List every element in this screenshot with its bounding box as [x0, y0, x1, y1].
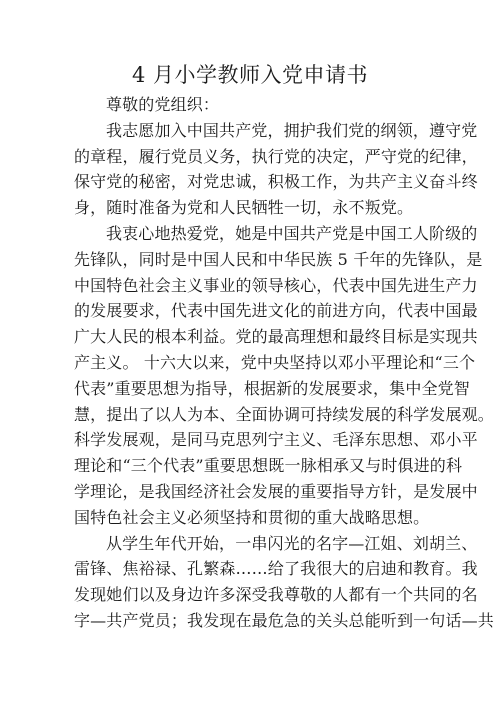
body-line: 代表”重要思想为指导，根据新的发展要求，集中全党智 [74, 378, 470, 398]
document-title: 4 月小学教师入党申请书 [131, 63, 369, 87]
body-line: 身，随时准备为党和人民牺牲一切，永不叛党。 [74, 198, 414, 218]
body-line: 尊敬的党组织： [106, 95, 220, 114]
body-line: 的章程，履行党员义务，执行党的决定，严守党的纪律， [74, 146, 478, 166]
body-line: 广大人民的根本利益。党的最高理想和最终目标是实现共 [74, 327, 478, 347]
body-line: 科学发展观，是同马克思列宁主义、毛泽东思想、邓小平 [74, 430, 478, 450]
body-line: 发现她们以及身边许多深受我尊敬的人都有一个共同的名 [74, 585, 478, 605]
body-line: 产主义。 十六大以来，党中央坚持以邓小平理论和“三个 [74, 352, 476, 372]
body-line: 我志愿加入中国共产党，拥护我们党的纲领，遵守党 [106, 120, 478, 140]
document-body [74, 92, 494, 634]
body-line: 从学生年代开始，一串闪光的名字—江姐、刘胡兰、 [106, 533, 478, 553]
body-line: 保守党的秘密，对党忠诚，积极工作，为共产主义奋斗终 [74, 172, 478, 192]
body-line: 的发展要求，代表中国先进文化的前进方向，代表中国最 [74, 301, 478, 321]
body-line: 中国特色社会主义事业的领导核心，代表中国先进生产力 [74, 275, 478, 295]
body-line: 学理论，是我国经济社会发展的重要指导方针，是发展中 [74, 481, 478, 501]
body-line: 先锋队，同时是中国人民和中华民族 5 千年的先锋队，是 [74, 249, 483, 269]
body-line: 字—共产党员；我发现在最危急的关头总能听到一句话—共 [74, 610, 494, 630]
body-line: 雷锋、焦裕禄、孔繁森……给了我很大的启迪和教育。我 [74, 559, 478, 579]
body-line: 我衷心地热爱党，她是中国共产党是中国工人阶级的 [106, 223, 478, 243]
body-line: 理论和“三个代表”重要思想既一脉相承又与时俱进的科 [74, 456, 463, 476]
body-line: 国特色社会主义必须坚持和贯彻的重大战略思想。 [74, 507, 430, 527]
body-line: 慧，提出了以人为本、全面协调可持续发展的科学发展观。 [74, 404, 494, 424]
